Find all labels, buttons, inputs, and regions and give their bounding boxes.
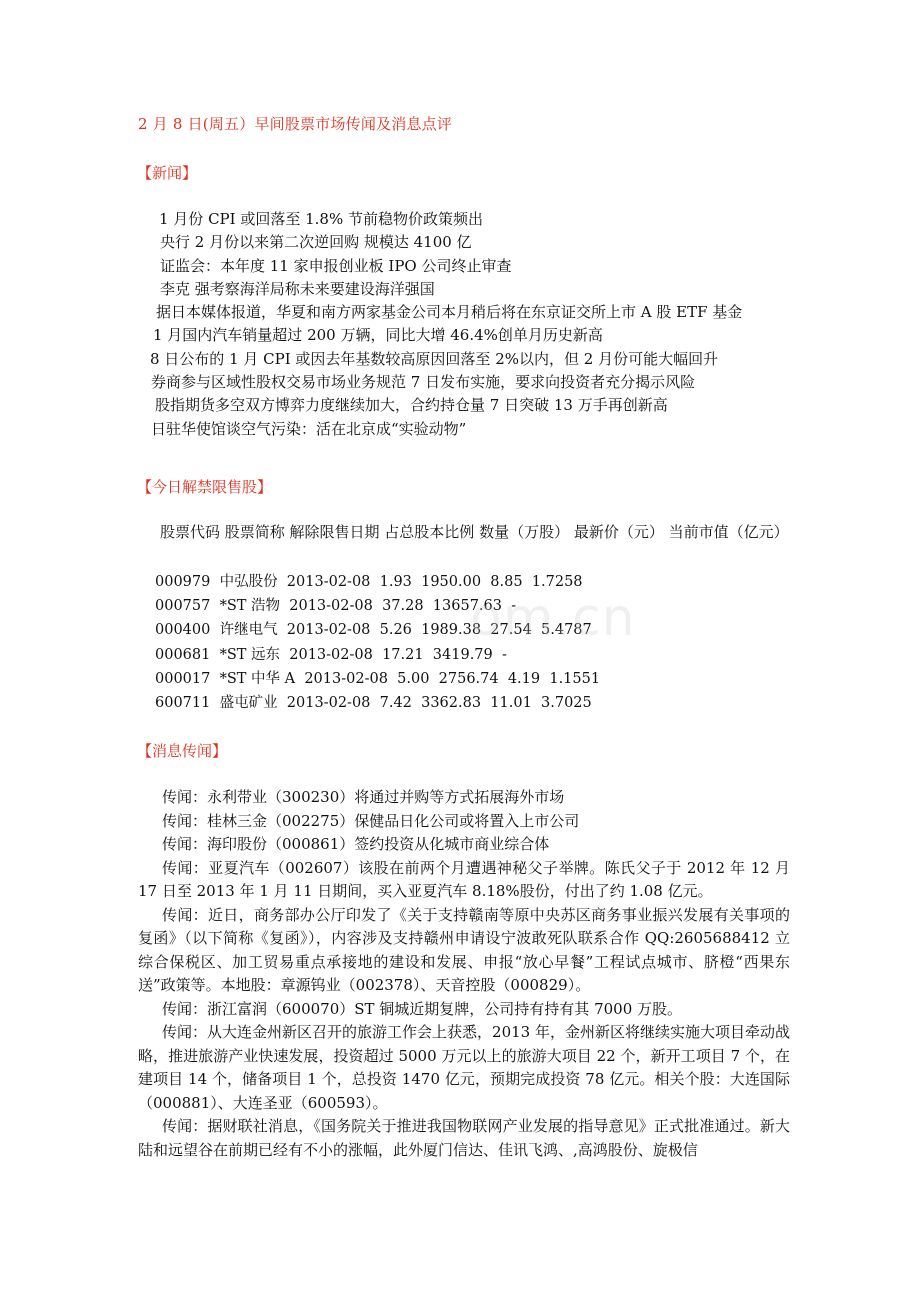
table-row: 000400 许继电气 2013-02-08 5.26 1989.38 27.54 5.4787 [155,622,592,639]
news-item: 1 月份 CPI 或回落至 1.8% 节前稳物价政策频出 [159,210,483,228]
document-title: 2 月 8 日(周五）早间股票市场传闻及消息点评 [138,115,453,133]
unlock-section-heading: 【今日解禁限售股】 [137,478,273,496]
table-row: 000979 中弘股份 2013-02-08 1.93 1950.00 8.85 1.7258 [155,574,583,590]
unlock-table-header: 股票代码 股票简称 解除限售日期 占总股本比例 数量（万股） 最新价（元） 当前市值（亿元） [160,523,789,541]
rumor-list [138,786,790,1162]
rumor-paragraph: 传闻：据财联社消息，《国务院关于推进我国物联网产业发展的指导意见》正式批准通过。新大陆和远望谷在前期已经有不小的涨幅，此外厦门信达、佳讯飞鸿、,高鸿股份、旋极信 [138,1117,790,1159]
table-row: 000681 *ST 远东 2013-02-08 17.21 3419.79 - [155,646,507,663]
news-item: 央行 2 月份以来第二次逆回购 规模达 4100 亿 [160,233,472,252]
news-item: 据日本媒体报道，华夏和南方两家基金公司本月稍后将在东京证交所上市 A 股 ETF 基金 [156,303,743,322]
news-section-heading: 【新闻】 [137,164,198,182]
unlock-table-rows [155,570,600,715]
news-item: 股指期货多空双方博弈力度继续加大，合约持仓量 7 日突破 13 万手再创新高 [155,396,668,415]
rumor-paragraph: 传闻：永利带业（300230）将通过并购等方式拓展海外市场 [162,788,565,806]
rumor-paragraph: 传闻：近日，商务部办公厅印发了《关于支持赣南等原中央苏区商务事业振兴发展有关事项的复函》（以下简称《复函》），内容涉及支持赣州申请设宁波敢死队联系合作 QQ:2605688412 立综合保税区、加工贸易重点承接地的建设和发展、申报“放心早餐”工程试点城市、脐橙“西果东送”政策等。本地股：章源钨业（002378）、天音控股（000829）。 [138,905,790,994]
news-item: 8 日公布的 1 月 CPI 或因去年基数较高原因回落至 2%以内，但 2 月份可能大幅回升 [150,349,719,368]
news-item: 券商参与区域性股权交易市场业务规范 7 日发布实施，要求向投资者充分揭示风险 [151,373,696,392]
rumor-paragraph: 传闻：海印股份（000861）签约投资从化城市商业综合体 [162,835,550,853]
news-item: 证监会：本年度 11 家申报创业板 IPO 公司终止审查 [160,256,512,275]
table-row: 000757 *ST 浩物 2013-02-08 37.28 13657.63 - [155,598,517,615]
rumor-paragraph: 传闻：从大连金州新区召开的旅游工作会上获悉，2013 年，金州新区将继续实施大项目牵动战略，推进旅游产业快速发展，投资超过 5000 万元以上的旅游大项目 22 个，新开工项目 7 个，在建项目 14 个，储备项目 1 个，总投资 1470 亿元，预期完成投资 78 亿元。相关个股：大连国际（000881）、大连圣亚（600593）。 [138,1023,790,1112]
rumor-section-heading: 【消息传闻】 [137,742,228,760]
news-item: 1 月国内汽车销量超过 200 万辆，同比大增 46.4%创单月历史新高 [153,326,603,345]
rumor-paragraph: 传闻：亚夏汽车（002607）该股在前两个月遭遇神秘父子举牌。陈氏父子于 2012 年 12 月 17 日至 2013 年 1 月 11 日期间，买入亚夏汽车 8.18%股份，付出了约 1.08 亿元。 [138,858,790,900]
news-item: 日驻华使馆谈空气污染：活在北京成“实验动物” [151,419,467,438]
news-list [138,208,798,441]
rumor-paragraph: 传闻：桂林三金（002275）保健品日化公司或将置入上市公司 [162,811,580,830]
watermark: om.cn [470,588,636,648]
news-item: 李克 强考察海洋局称未来要建设海洋强国 [160,279,435,298]
rumor-paragraph: 传闻：浙江富润（600070）ST 铜城近期复牌，公司持有持有其 7000 万股。 [162,999,683,1018]
table-row: 000017 *ST 中华 A 2013-02-08 5.00 2756.74 4.19 1.1551 [155,670,601,687]
table-row: 600711 盛屯矿业 2013-02-08 7.42 3362.83 11.01 3.7025 [155,694,592,711]
